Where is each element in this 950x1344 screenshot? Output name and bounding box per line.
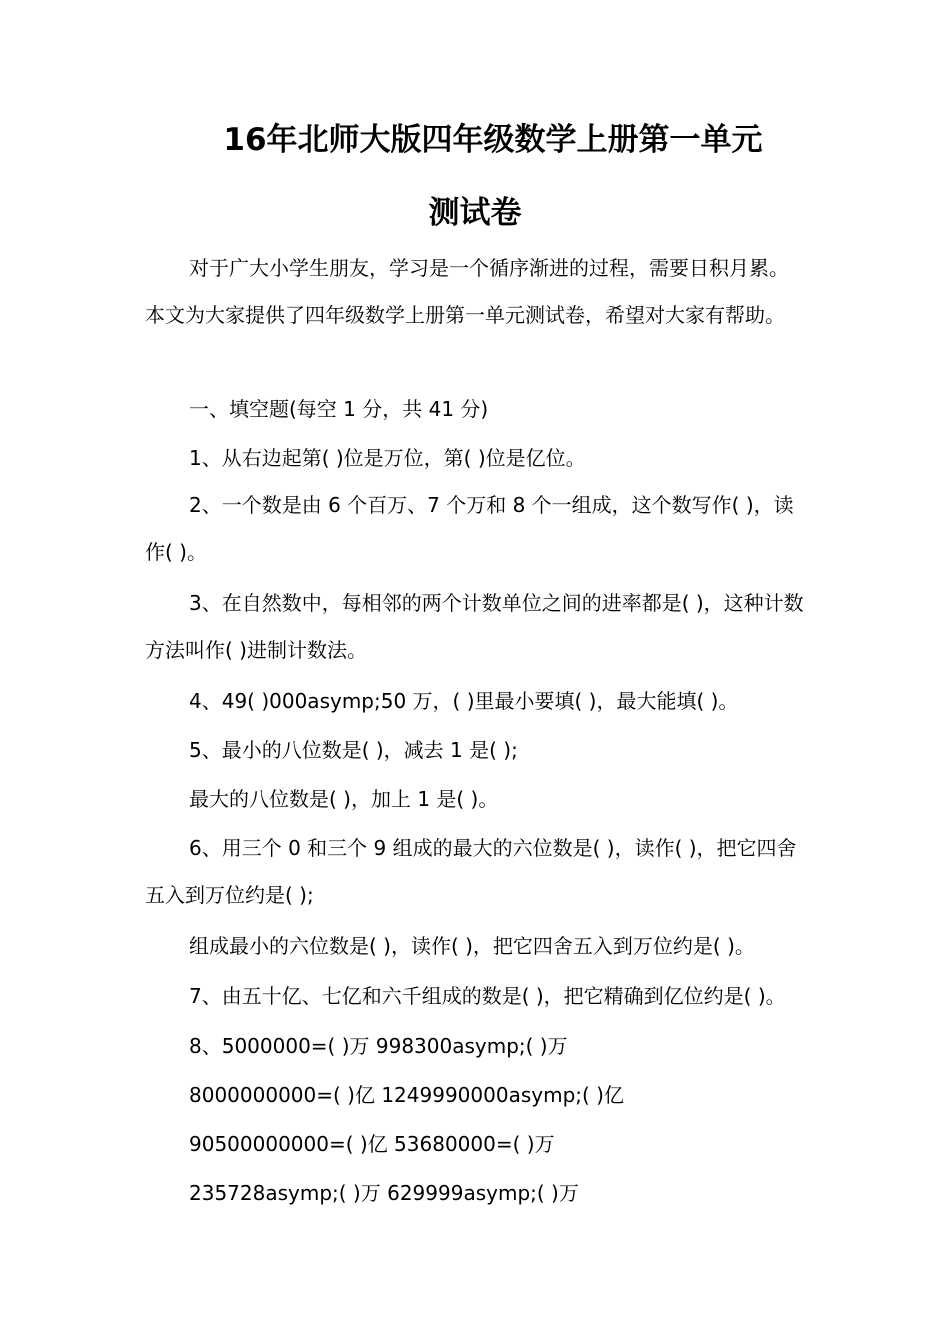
question-1: 1、从右边起第( )位是万位，第( )位是亿位。 [189, 446, 586, 470]
question-8-line-4: 235728asymp;( )万 629999asymp;( )万 [189, 1181, 579, 1205]
question-8-line-3: 90500000000=( )亿 53680000=( )万 [189, 1132, 555, 1156]
question-2: 2、一个数是由 6 个百万、7 个万和 8 个一组成，这个数写作( )，读作( )。 [145, 493, 794, 564]
question-7: 7、由五十亿、七亿和六千组成的数是( )，把它精确到亿位约是( )。 [189, 984, 786, 1008]
section-heading-fill-in: 一、填空题(每空 1 分，共 41 分) [189, 397, 489, 421]
question-8-line-1: 8、5000000=( )万 998300asymp;( )万 [189, 1034, 568, 1058]
question-4: 4、49( )000asymp;50 万，( )里最小要填( )，最大能填( )。 [189, 689, 739, 713]
question-3: 3、在自然数中，每相邻的两个计数单位之间的进率都是( )，这种计数方法叫作( )进制计数法。 [145, 591, 804, 662]
intro-paragraph: 对于广大小学生朋友，学习是一个循序渐进的过程，需要日积月累。本文为大家提供了四年级数学上册第一单元测试卷，希望对大家有帮助。 [145, 256, 789, 327]
question-5-part-b: 最大的八位数是( )，加上 1 是( )。 [189, 787, 499, 811]
question-6-part-a: 6、用三个 0 和三个 9 组成的最大的六位数是( )，读作( )，把它四舍五入到万位约是( ); [145, 836, 797, 907]
question-8-line-2: 8000000000=( )亿 1249990000asymp;( )亿 [189, 1083, 624, 1107]
document-title-line-2: 测试卷 [428, 195, 522, 231]
question-6-part-b: 组成最小的六位数是( )，读作( )，把它四舍五入到万位约是( )。 [189, 934, 755, 958]
question-5-part-a: 5、最小的八位数是( )，减去 1 是( ); [189, 738, 518, 762]
document-title-line-1: 16年北师大版四年级数学上册第一单元 [223, 122, 763, 158]
